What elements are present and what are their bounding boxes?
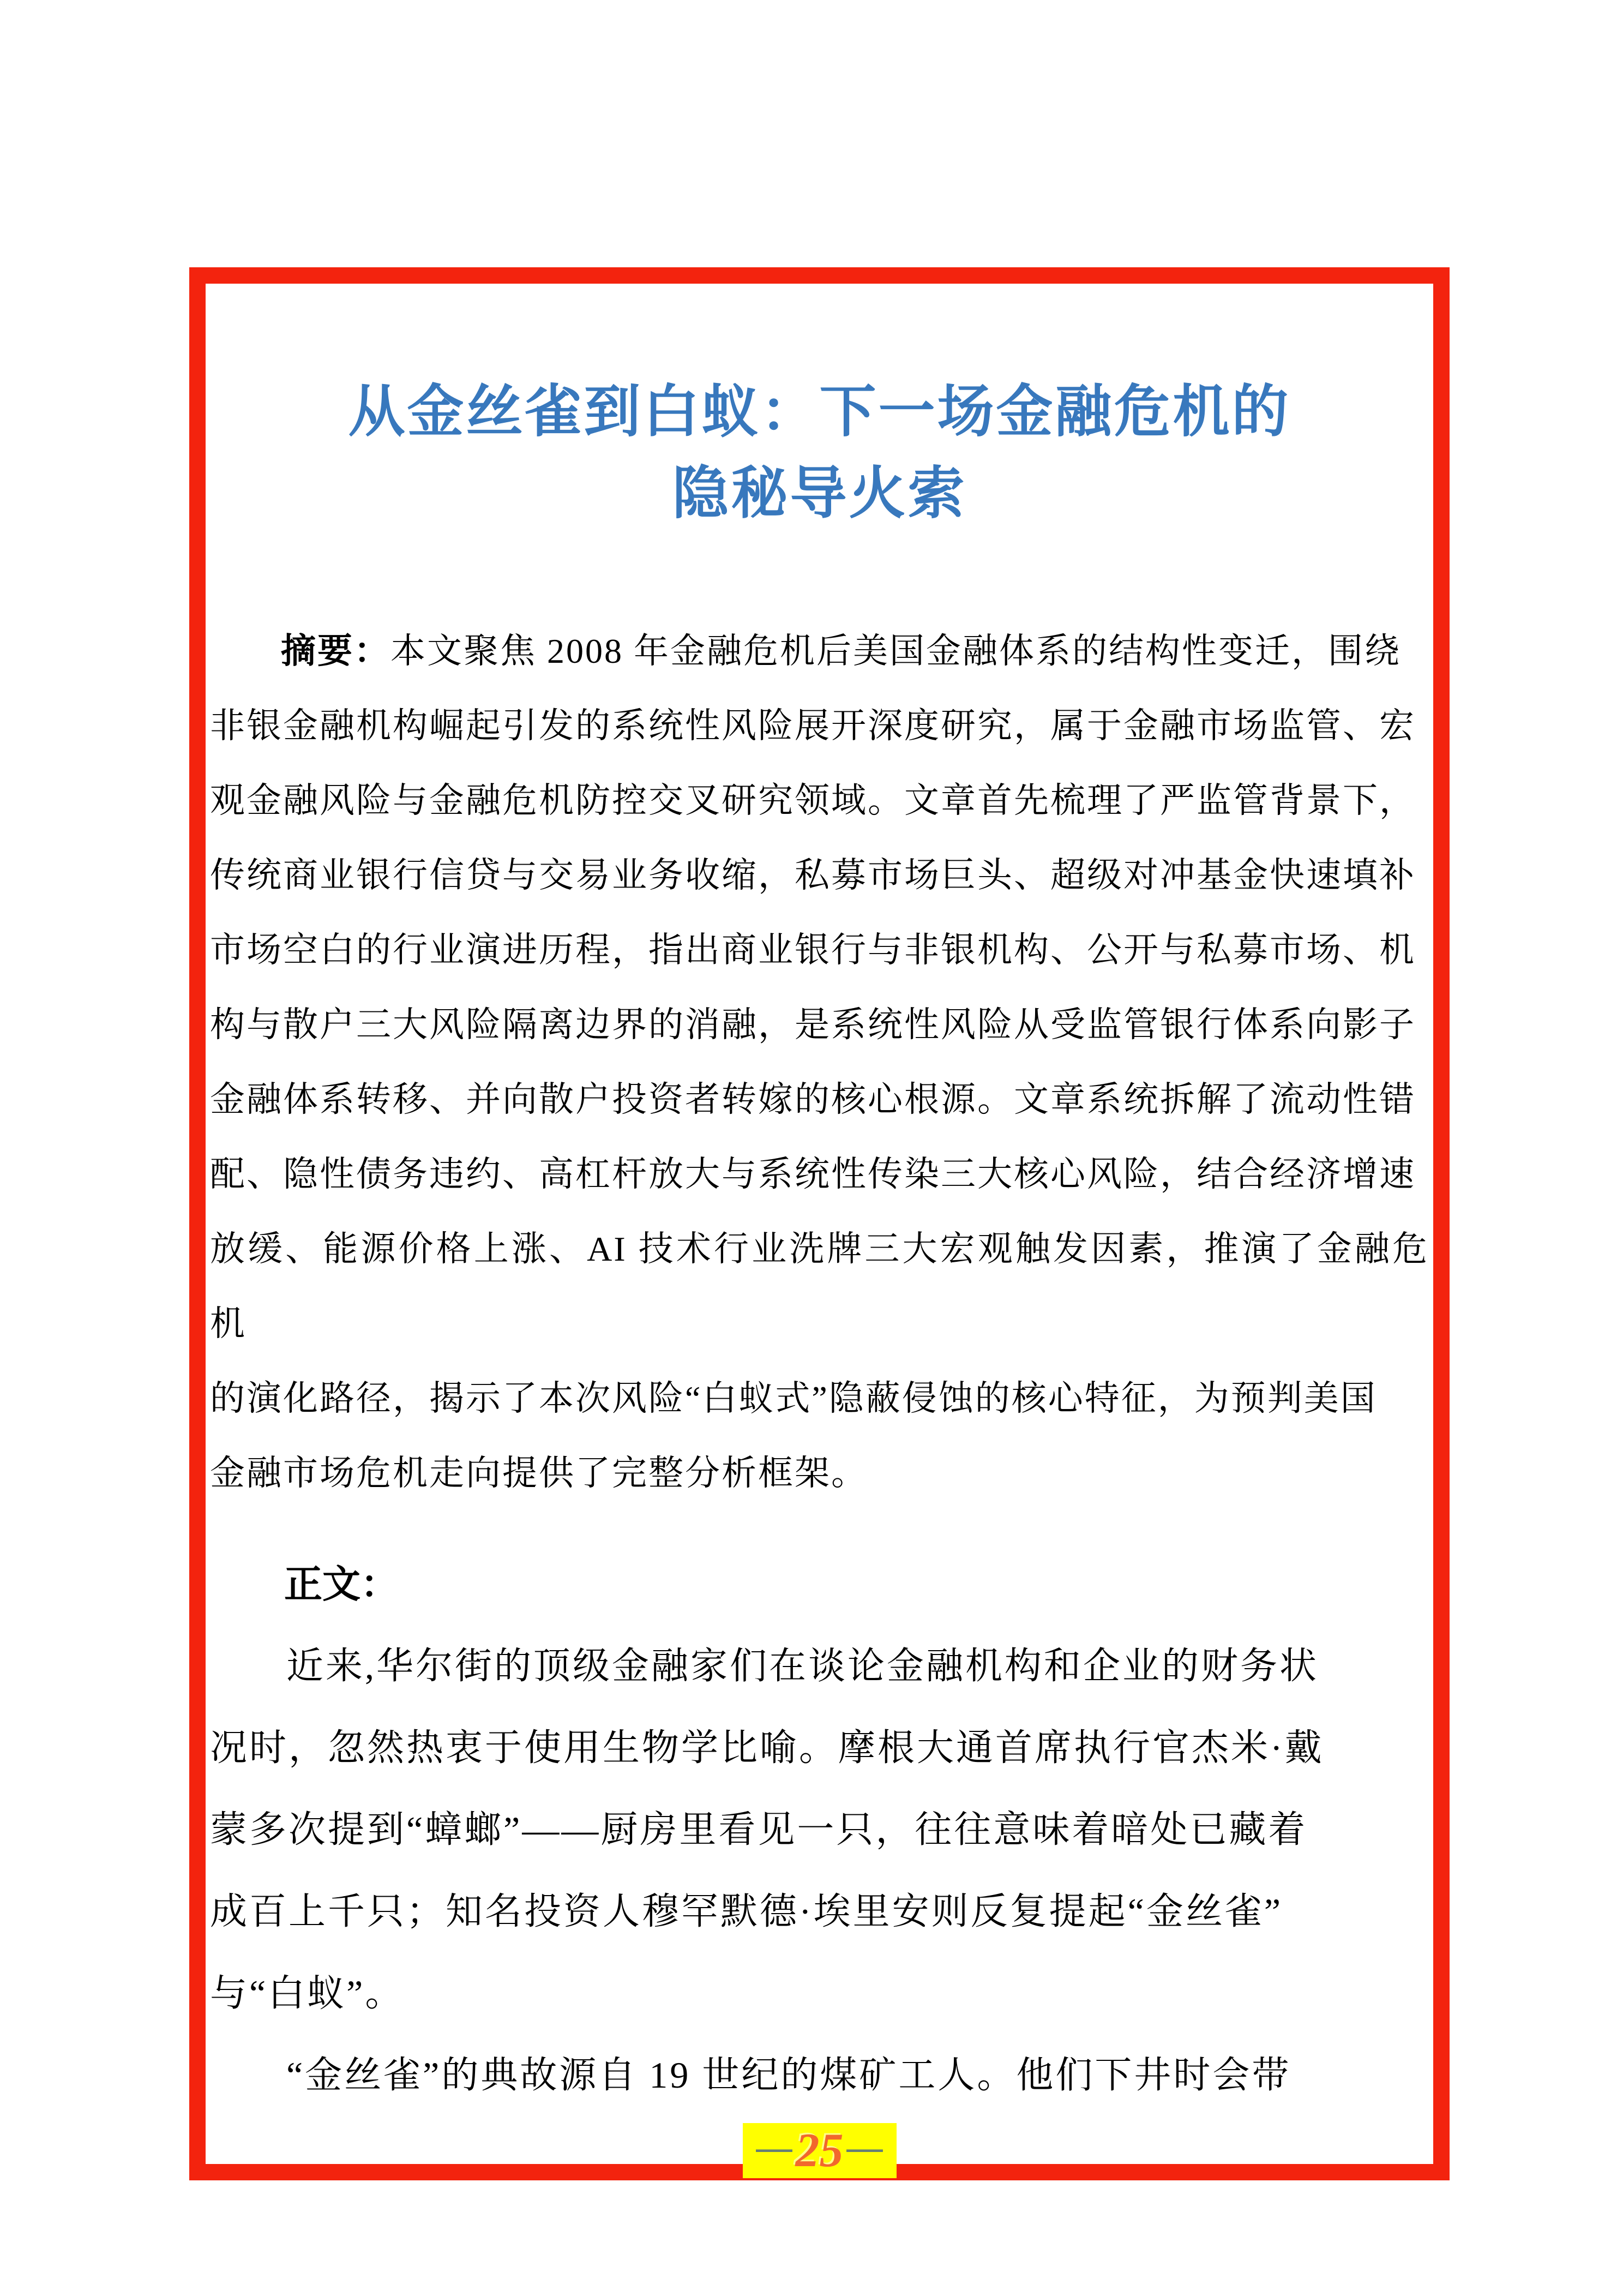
body-line: 与“白蚁”。 [210, 1973, 405, 2014]
body-line: 况时，忽然热衷于使用生物学比喻。摩根大通首席执行官杰米·戴 [210, 1727, 1324, 1769]
page-number-footer [743, 2123, 897, 2178]
page-number: 25 [795, 2124, 844, 2177]
title-line-1: 从金丝雀到白蚁：下一场金融危机的 [348, 380, 1291, 443]
abstract-line: 金融市场危机走向提供了完整分析框架。 [210, 1454, 868, 1492]
abstract-line: 放缓、能源价格上涨、AI 技术行业洗牌三大宏观触发因素，推演了金融危机 [210, 1230, 1429, 1343]
body-paragraph-1 [210, 1625, 1429, 2034]
abstract-line: 市场空白的行业演进历程，指出商业银行与非银机构、公开与私募市场、机 [210, 931, 1416, 969]
abstract-label: 摘要： [281, 631, 390, 670]
body-line: 成百上千只；知名投资人穆罕默德·埃里安则反复提起“金丝雀” [210, 1891, 1283, 1932]
red-border-frame [189, 267, 1450, 2180]
abstract-line: 金融体系转移、并向散户投资者转嫁的核心根源。文章系统拆解了流动性错 [210, 1080, 1416, 1119]
body-heading: 正文： [284, 1563, 399, 1605]
abstract-line [210, 614, 1429, 688]
abstract-line: 非银金融机构崛起引发的系统性风险展开深度研究，属于金融市场监管、宏 [210, 706, 1416, 745]
abstract-first-line-text: 本文聚焦 2008 年金融危机后美国金融体系的结构性变迁，围绕 [390, 632, 1401, 670]
body-line: “金丝雀”的典故源自 19 世纪的煤矿工人。他们下井时会带 [286, 2054, 1291, 2096]
abstract-line: 的演化路径，揭示了本次风险“白蚁式”隐蔽侵蚀的核心特征，为预判美国 [210, 1379, 1377, 1418]
abstract-line: 配、隐性债务违约、高杠杆放大与系统性传染三大核心风险，结合经济增速 [210, 1155, 1416, 1194]
abstract-line: 构与散户三大风险隔离边界的消融，是系统性风险从受监管银行体系向影子 [210, 1005, 1416, 1044]
abstract-section [210, 614, 1429, 1510]
body-paragraph-2 [210, 2034, 1429, 2116]
page-content [206, 371, 1433, 2251]
abstract-line: 传统商业银行信贷与交易业务收缩，私募市场巨头、超级对冲基金快速填补 [210, 856, 1416, 895]
body-line: 近来,华尔街的顶级金融家们在谈论金融机构和企业的财务状 [286, 1645, 1319, 1687]
title-line-2: 隐秘导火索 [672, 462, 967, 525]
page-number-dash-left: — [756, 2127, 792, 2167]
page-number-dash-right: — [846, 2127, 883, 2167]
document-title [210, 371, 1429, 535]
abstract-line: 观金融风险与金融危机防控交叉研究领域。文章首先梳理了严监管背景下， [210, 781, 1416, 820]
body-line: 蒙多次提到“蟑螂”——厨房里看见一只，往往意味着暗处已藏着 [210, 1809, 1308, 1850]
